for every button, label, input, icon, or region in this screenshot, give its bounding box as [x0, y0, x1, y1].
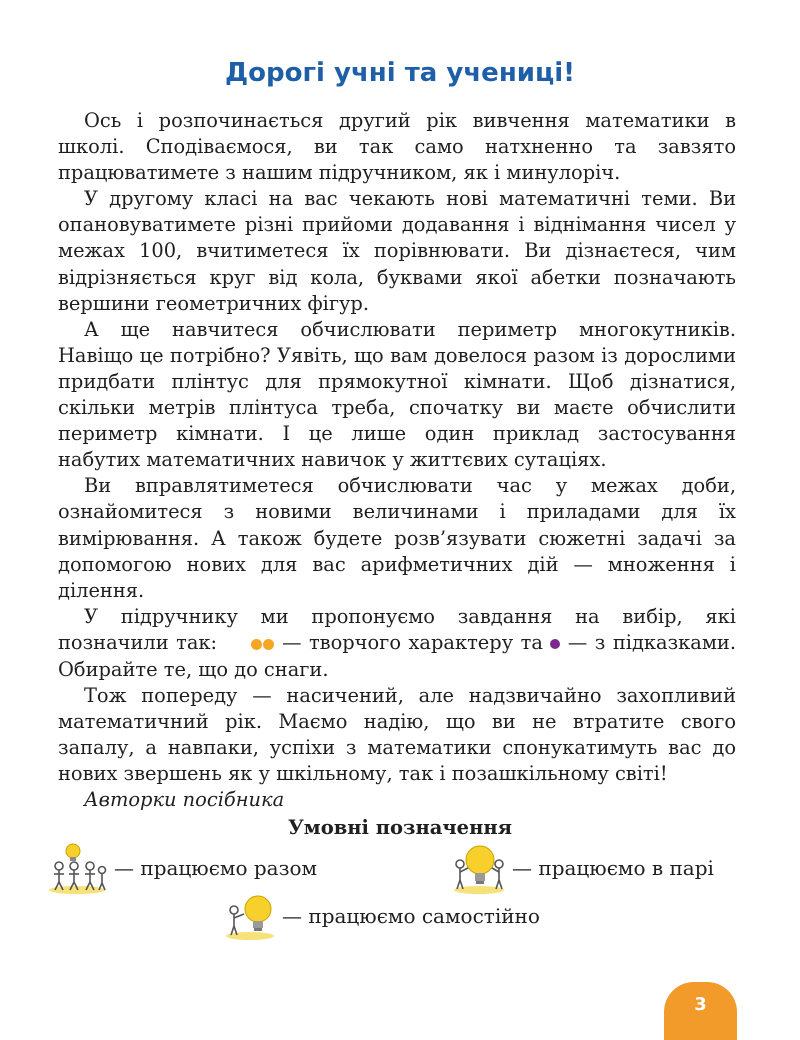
intro-text	[58, 108, 736, 813]
legend-solo-label: — працюємо самостійно	[282, 904, 540, 928]
page-number: 3	[664, 982, 737, 1040]
legend-title: Умовні позначення	[287, 816, 513, 839]
creative-dots-icon	[225, 631, 275, 657]
legend-group-label: — працюємо разом	[114, 856, 318, 880]
paragraph-5-middle: — творчого характеру та	[274, 630, 543, 654]
paragraph-5-start: У підручнику ми пропонуємо завдання на вибір, які позначили так:	[58, 604, 736, 654]
legend-solo	[224, 892, 540, 940]
paragraph-1: Ось і розпочинається другий рік вивчення математики в школі. Сподіваємося, ви так само натхненно та завзято працюватимете з нашим підручником, як і минулоріч.	[58, 109, 736, 185]
signature: Авторки посібника	[84, 788, 285, 812]
paragraph-4: Ви вправлятиметеся обчислювати час у межах доби, ознайомитеся з новими величинами і приладами для їх вимірювання. А також будете розв’язувати сюжетні задачі за допомогою нових для вас арифметичних дій — множення і ділення.	[58, 474, 736, 602]
paragraph-5	[58, 604, 736, 683]
paragraph-5-end: — з підказками. Обирайте те, що до снаги.	[58, 630, 736, 681]
solo-lightbulb-icon	[224, 892, 276, 940]
legend-group	[46, 842, 317, 894]
page-title: Дорогі учні та учениці!	[224, 58, 576, 88]
paragraph-3: А ще навчитеся обчислювати периметр многокутників. Навіщо це потрібно? Уявіть, що вам довелося разом із дорослими придбати плінтус для прямокутної кімнати. Щоб дізнатися, скільки метрів плінтуса треба, спочатку ви маєте обчислити периметр кімнати. І це лише один приклад застосування набутих математичних навичок у життєвих сутаціях.	[58, 317, 736, 472]
group-lightbulb-icon	[46, 842, 108, 894]
hint-dot-icon	[550, 639, 560, 649]
pair-lightbulb-icon	[452, 842, 506, 894]
paragraph-6: Тож попереду — насичений, але надзвичайно захопливий математичний рік. Маємо надію, що ви не втратите свого запалу, а навпаки, успіхи з математики спонукатимуть вас до нових звершень як у шкільному, так і позашкільному світі!	[58, 684, 736, 786]
legend-pair	[452, 842, 714, 894]
paragraph-2: У другому класі на вас чекають нові математичні теми. Ви опановуватимете різні прийоми додавання і віднімання чисел у межах 100, вчитиметеся їх порівнювати. Ви дізнаєтеся, чим відрізняється круг від кола, буквами якої абетки позначають вершини геометричних фігур.	[58, 187, 736, 315]
legend-pair-label: — працюємо в парі	[512, 856, 714, 880]
